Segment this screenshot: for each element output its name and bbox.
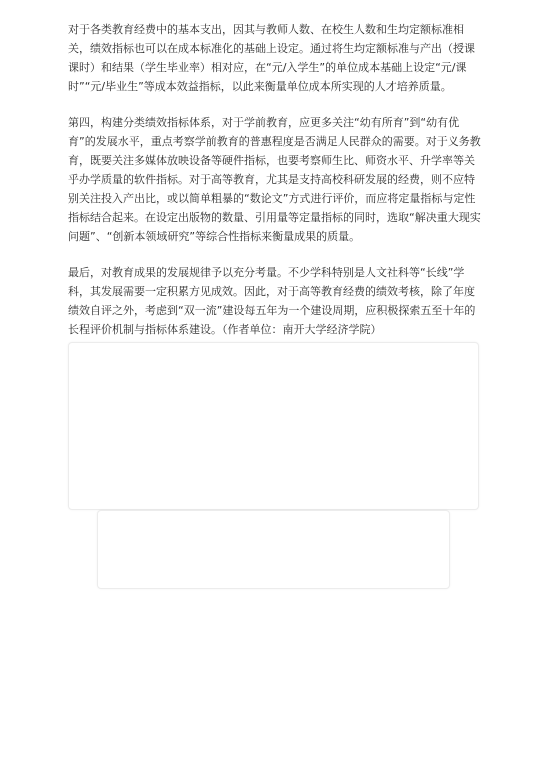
article-paragraph-2: 第四，构建分类绩效指标体系，对于学前教育，应更多关注“幼有所育”到“幼有优育”的发展水平，重点考察学前教育的普惠程度是否满足人民群众的需要。对于义务教育，既要关注多媒体放映设备等硬件指标，也要考察师生比、师资水平、升学率等关乎办学质量的软件指标。对于高等教育，尤其是支持高校科研发展的经费，则不应特别关注投入产出比，或以简单粗暴的“数论文”方式进行评价，而应将定量指标与定性指标结合起来。在设定出版物的数量、引用量等定量指标的同时，选取“解决重大现实问题”、“创新本领域研究”等综合性指标来衡量成果的质量。	[68, 116, 481, 243]
content-card-empty-secondary	[97, 510, 450, 589]
article-paragraph-3: 最后，对教育成果的发展规律予以充分考量。不少学科特别是人文社科等“长线”学科，其发展需要一定积累方见成效。因此，对于高等教育经费的绩效考核，除了年度绩效自评之外，考虑到“双一流”建设每五年为一个建设周期，应积极探索五至十年的长程评价机制与指标体系建设。（作者单位：南开大学经济学院）	[68, 266, 476, 336]
content-card-empty	[68, 342, 479, 510]
article-paragraph-1: 对于各类教育经费中的基本支出，因其与教师人数、在校生人数和生均定额标准相关，绩效指标也可以在成本标准化的基础上设定。通过将生均定额标准与产出（授课课时）和结果（学生毕业率）相对应，在“元/入学生”的单位成本基础上设定“元/课时”“元/毕业生”等成本效益指标，以此来衡量单位成本所实现的人才培养质量。	[68, 23, 475, 93]
article-body	[68, 20, 482, 392]
